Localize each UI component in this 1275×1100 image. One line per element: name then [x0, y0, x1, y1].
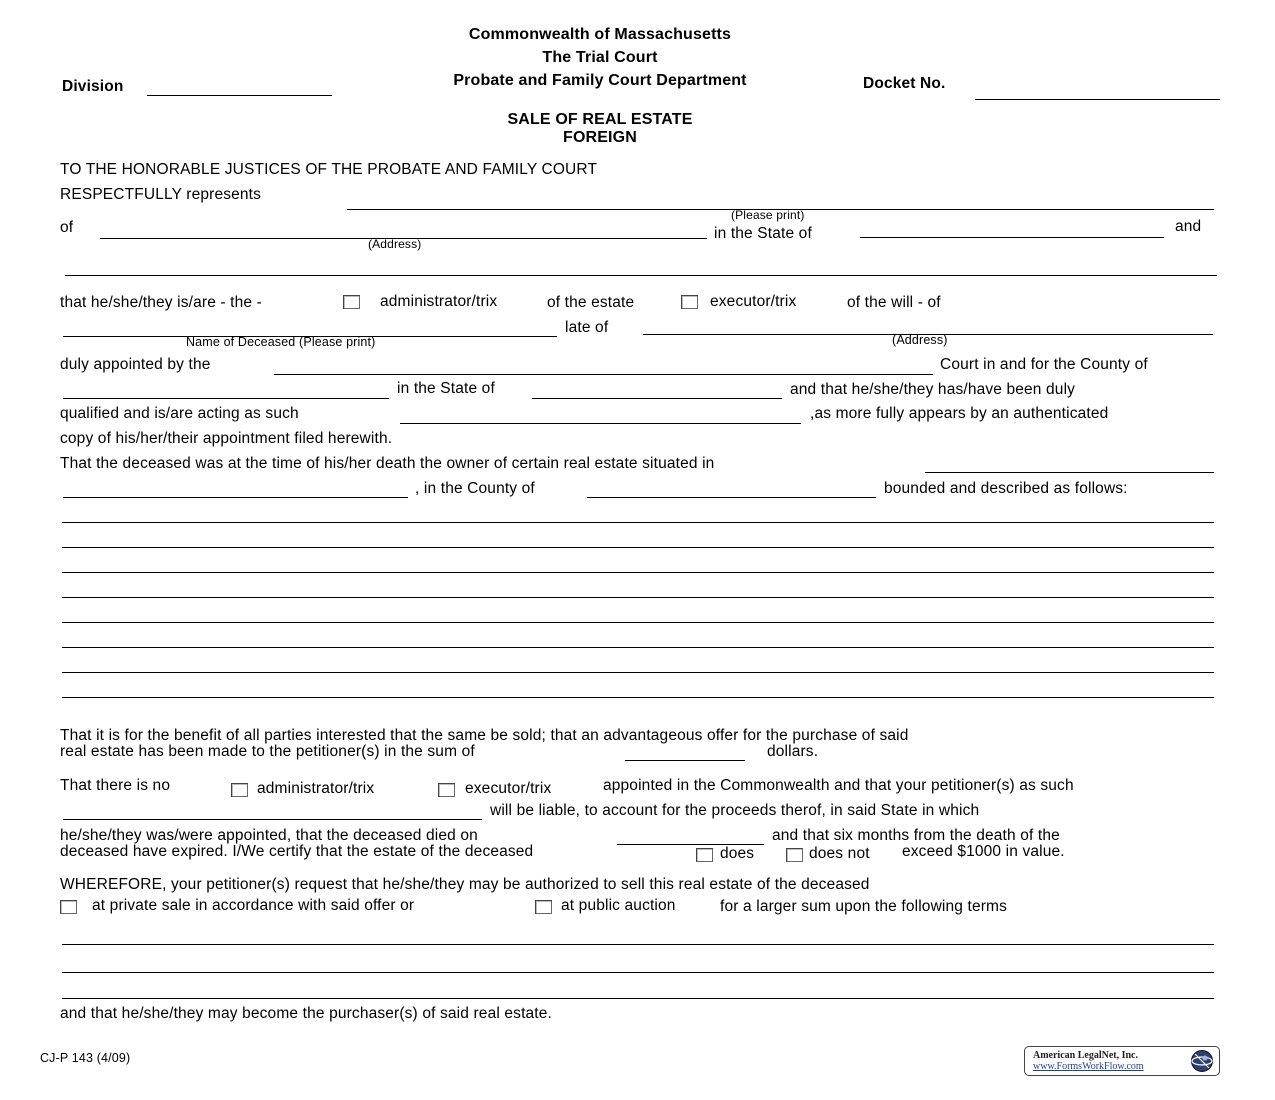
duly-qualified-text: and that he/she/they has/have been duly	[790, 381, 1076, 398]
division-label: Division	[62, 78, 124, 95]
does-not-label: does not	[809, 845, 870, 862]
does-label: does	[720, 845, 755, 862]
continuation-field[interactable]	[65, 275, 1217, 276]
executor-label: executor/trix	[710, 293, 797, 310]
address-hint: (Address)	[368, 237, 422, 251]
logo-url-link[interactable]: www.FormsWorkFlow.com	[1033, 1061, 1144, 1072]
dollars-text: dollars.	[767, 743, 819, 760]
does-not-checkbox[interactable]	[786, 848, 803, 862]
in-county-of-text: , in the County of	[415, 480, 535, 497]
will-be-liable-text: will be liable, to account for the proceeds therof, in said State in which	[490, 802, 980, 819]
logo-name: American LegalNet, Inc.	[1033, 1050, 1138, 1061]
docket-field[interactable]	[975, 99, 1220, 100]
public-auction-checkbox[interactable]	[535, 900, 552, 914]
larger-sum-text: for a larger sum upon the following terms	[720, 898, 1008, 915]
capacity-field[interactable]	[400, 423, 801, 424]
deceased-owner-text: That the deceased was at the time of his/her death the owner of certain real estate situated in	[60, 455, 715, 472]
division-field[interactable]	[147, 95, 332, 96]
six-months-text: and that six months from the death of the	[772, 827, 1060, 844]
benefit-text-2: real estate has been made to the petitioner(s) in the sum of	[60, 743, 475, 760]
appointed-commonwealth-text: appointed in the Commonwealth and that your petitioner(s) as such	[603, 777, 1074, 794]
description-line[interactable]	[62, 572, 1214, 573]
qualified-text: qualified and is/are acting as such	[60, 405, 299, 422]
capacity-field-2[interactable]	[63, 819, 482, 820]
in-state-of-label-2: in the State of	[397, 380, 495, 397]
salutation: TO THE HONORABLE JUSTICES OF THE PROBATE AND FAMILY COURT	[60, 161, 598, 178]
docket-label: Docket No.	[863, 75, 946, 92]
terms-line[interactable]	[62, 944, 1214, 945]
description-line[interactable]	[62, 622, 1214, 623]
real-estate-county-field[interactable]	[587, 497, 876, 498]
benefit-text-1: That it is for the benefit of all parties interested that the same be sold; that an advantageous offer for the purchase of said	[60, 727, 909, 744]
public-auction-label: at public auction	[561, 897, 676, 914]
more-fully-text: ,as more fully appears by an authenticated	[810, 405, 1109, 422]
executor-label-2: executor/trix	[465, 780, 552, 797]
executor-checkbox[interactable]	[681, 295, 698, 309]
petitioner-state-field[interactable]	[860, 237, 1164, 238]
form-title: SALE OF REAL ESTATE	[507, 111, 693, 128]
administrator-label-2: administrator/trix	[257, 780, 375, 797]
there-is-no-text: That there is no	[60, 777, 171, 794]
real-estate-town-field[interactable]	[925, 472, 1214, 473]
in-state-of-label: in the State of	[714, 225, 812, 242]
purchaser-text: and that he/she/they may become the purchaser(s) of said real estate.	[60, 1005, 552, 1022]
real-estate-location-field[interactable]	[63, 497, 408, 498]
description-line[interactable]	[62, 547, 1214, 548]
appointing-court-field[interactable]	[274, 374, 933, 375]
of-will-text: of the will - of	[847, 294, 941, 311]
and-label: and	[1175, 218, 1202, 235]
private-sale-checkbox[interactable]	[60, 900, 77, 914]
of-label: of	[60, 219, 74, 236]
commonwealth-heading: Commonwealth of Massachusetts	[468, 26, 732, 43]
bounded-text: bounded and described as follows:	[884, 480, 1128, 497]
american-legalnet-logo	[1024, 1046, 1220, 1076]
of-estate-text: of the estate	[547, 294, 635, 311]
was-appointed-text: he/she/they was/were appointed, that the deceased died on	[60, 827, 478, 844]
duly-appointed-text: duly appointed by the	[60, 356, 211, 373]
description-line[interactable]	[62, 597, 1214, 598]
court-county-text: Court in and for the County of	[940, 356, 1148, 373]
description-line[interactable]	[62, 647, 1214, 648]
appointing-state-field[interactable]	[532, 398, 782, 399]
wherefore-text: WHEREFORE, your petitioner(s) request that he/she/they may be authorized to sell this real estate of the deceased	[60, 876, 870, 893]
offer-amount-field[interactable]	[625, 760, 745, 761]
terms-line[interactable]	[62, 972, 1214, 973]
does-checkbox[interactable]	[696, 848, 713, 862]
administrator-checkbox[interactable]	[343, 295, 360, 309]
copy-appointment-text: copy of his/her/their appointment filed herewith.	[60, 430, 393, 447]
please-print-hint: (Please print)	[731, 208, 805, 222]
trial-court-heading: The Trial Court	[542, 49, 658, 66]
role-text: that he/she/they is/are - the -	[60, 294, 262, 311]
exceed-text: exceed $1000 in value.	[902, 843, 1065, 860]
form-subtitle: FOREIGN	[563, 129, 637, 146]
expired-certify-text: deceased have expired. I/We certify that the estate of the deceased	[60, 843, 534, 860]
description-line[interactable]	[62, 522, 1214, 523]
name-deceased-hint: Name of Deceased (Please print)	[186, 335, 376, 349]
private-sale-label: at private sale in accordance with said offer or	[92, 897, 415, 914]
administrator-checkbox-2[interactable]	[231, 783, 248, 797]
terms-line[interactable]	[62, 998, 1214, 999]
late-of-label: late of	[565, 319, 609, 336]
logo-globe-icon	[1189, 1049, 1215, 1073]
administrator-label: administrator/trix	[380, 293, 498, 310]
address-hint-2: (Address)	[892, 333, 948, 347]
represents-text: RESPECTFULLY represents	[60, 186, 262, 203]
department-heading: Probate and Family Court Department	[453, 72, 747, 89]
county-field[interactable]	[63, 398, 389, 399]
executor-checkbox-2[interactable]	[438, 783, 455, 797]
form-code: CJ-P 143 (4/09)	[40, 1051, 131, 1065]
description-line[interactable]	[62, 697, 1214, 698]
description-line[interactable]	[62, 672, 1214, 673]
